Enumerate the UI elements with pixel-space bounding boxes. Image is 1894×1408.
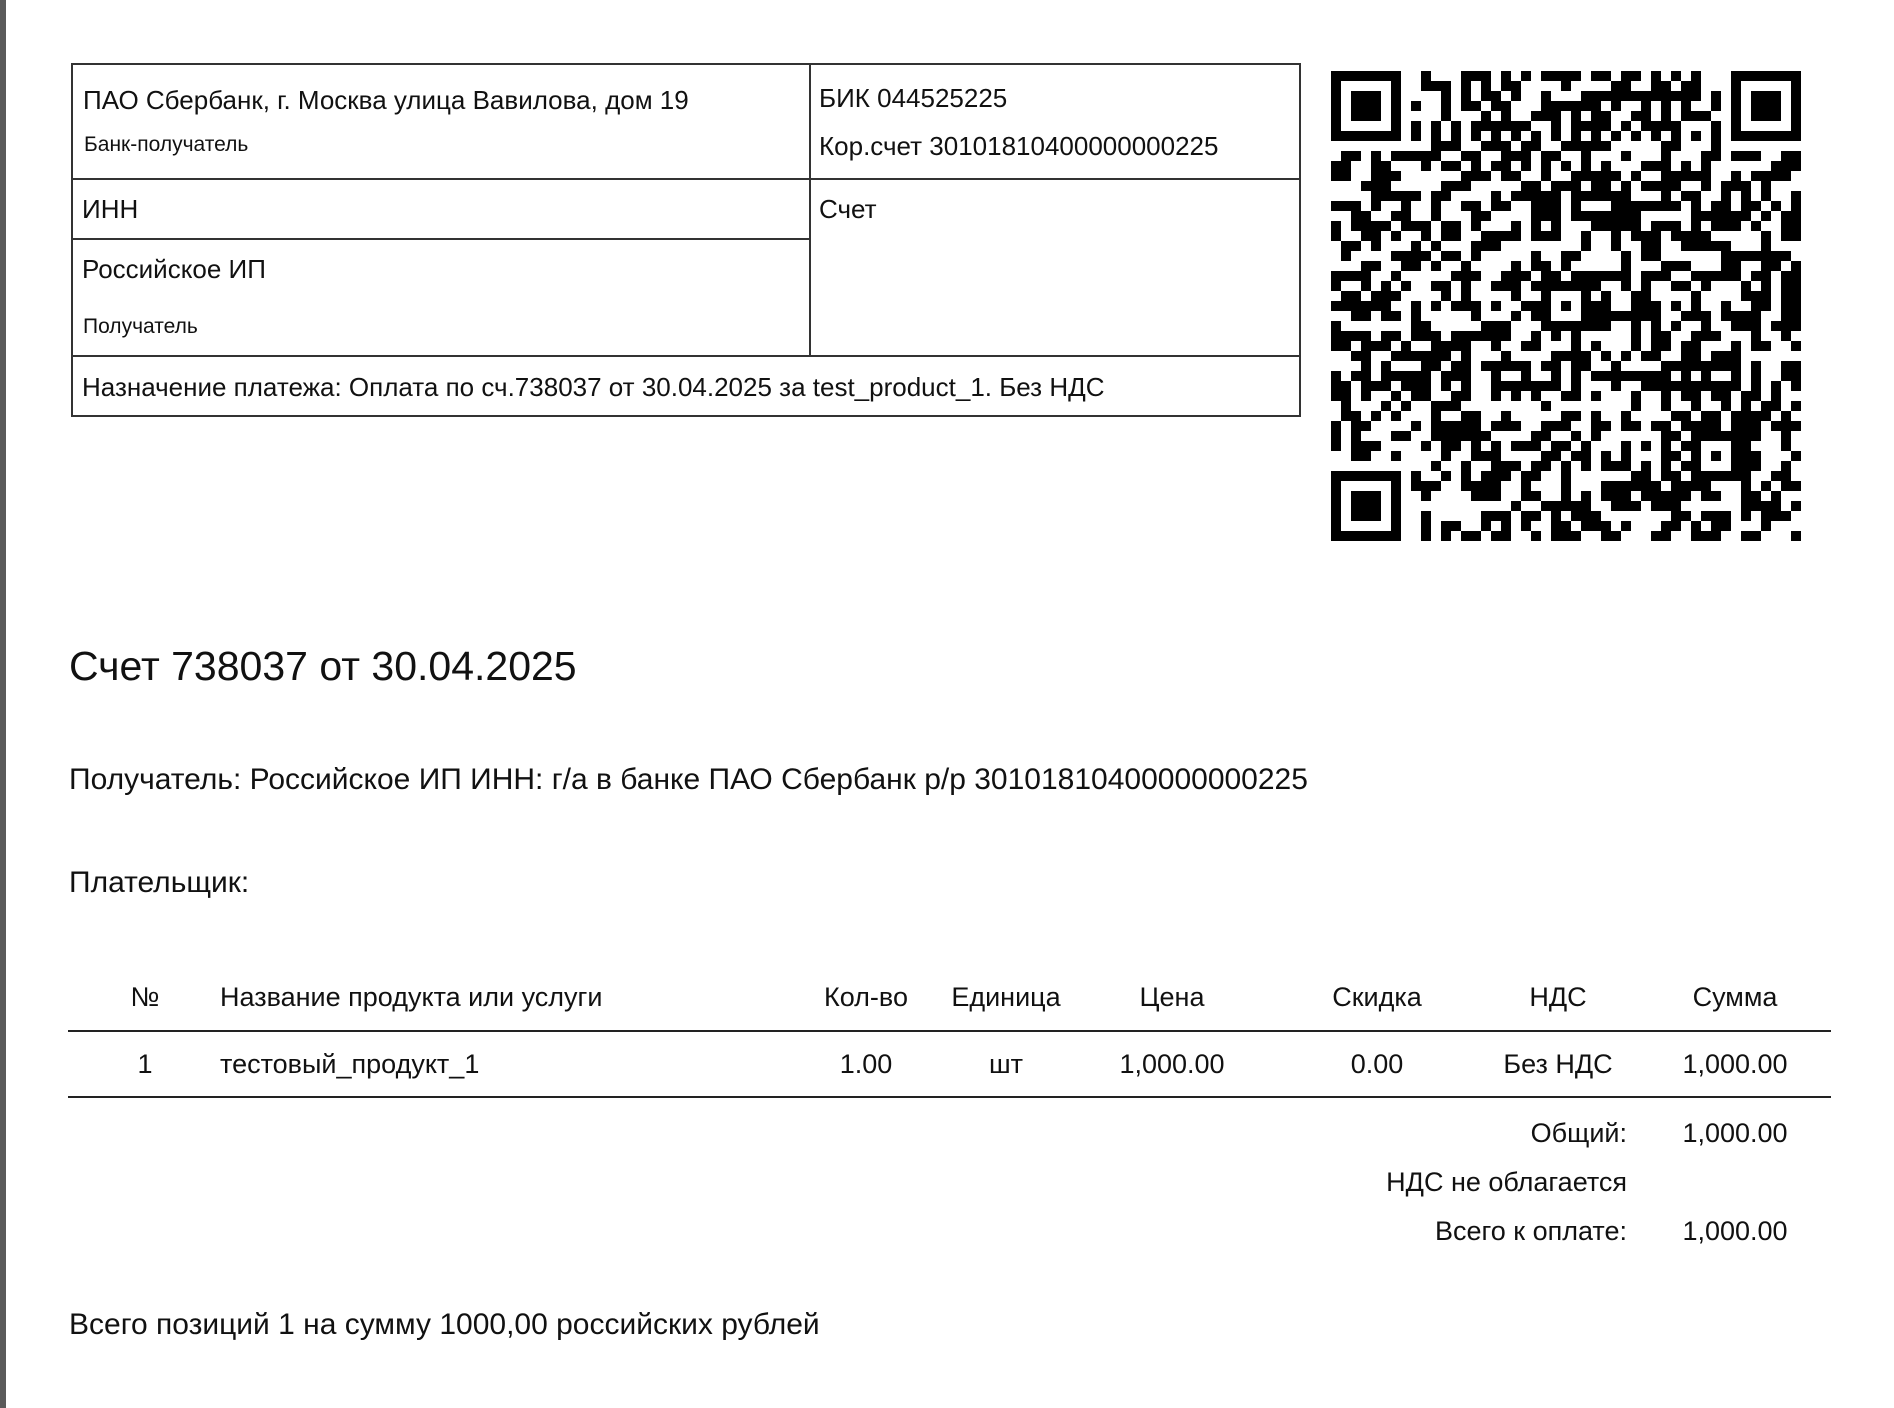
cell-vat: Без НДС <box>1503 1049 1613 1079</box>
total-value: 1,000.00 <box>1682 1216 1788 1246</box>
summary-line: Всего позиций 1 на сумму 1000,00 российских рублей <box>69 1308 820 1341</box>
bank-details-box <box>71 63 1301 417</box>
total-label: Всего к оплате: <box>1434 1216 1627 1246</box>
col-header-discount: Скидка <box>1332 982 1422 1012</box>
recipient-name: Российское ИП <box>82 254 266 284</box>
col-header-price: Цена <box>1139 982 1205 1012</box>
col-header-name: Название продукта или услуги <box>220 982 603 1012</box>
cell-number: 1 <box>137 1049 153 1079</box>
col-header-sum: Сумма <box>1692 982 1778 1012</box>
recipient-caption: Получатель <box>83 315 198 338</box>
cell-name: тестовый_продукт_1 <box>220 1049 480 1079</box>
inn: ИНН <box>82 194 139 224</box>
table-header-rule <box>68 1030 1831 1032</box>
invoice-title: Счет 738037 от 30.04.2025 <box>69 643 577 689</box>
cell-sum: 1,000.00 <box>1682 1049 1788 1079</box>
payer-line: Плательщик: <box>69 866 250 899</box>
corr-account: Кор.счет 30101810400000000225 <box>819 131 1219 161</box>
cell-discount: 0.00 <box>1350 1049 1404 1079</box>
cell-unit: шт <box>988 1049 1024 1079</box>
window-edge <box>0 0 6 1408</box>
divider <box>73 178 1299 180</box>
subtotal-label: Общий: <box>1530 1118 1627 1148</box>
col-header-number: № <box>130 982 160 1012</box>
vat-note: НДС не облагается <box>1386 1167 1627 1197</box>
recipient-line: Получатель: Российское ИП ИНН: г/а в банке ПАО Сбербанк р/р 30101810400000000225 <box>69 763 1308 796</box>
cell-price: 1,000.00 <box>1119 1049 1225 1079</box>
bank-name-caption: Банк-получатель <box>84 133 249 156</box>
cell-qty: 1.00 <box>839 1049 893 1079</box>
account-label: Счет <box>819 194 877 224</box>
qr-code-icon <box>1331 71 1801 541</box>
bik: БИК 044525225 <box>819 83 1008 113</box>
col-header-qty: Кол-во <box>824 982 908 1012</box>
subtotal-value: 1,000.00 <box>1682 1118 1788 1148</box>
payment-purpose: Назначение платежа: Оплата по сч.738037 от 30.04.2025 за test_product_1. Без НДС <box>82 372 1105 402</box>
divider <box>73 238 809 240</box>
col-header-vat: НДС <box>1529 982 1587 1012</box>
bank-name: ПАО Сбербанк, г. Москва улица Вавилова, дом 19 <box>83 85 689 115</box>
table-bottom-rule <box>68 1096 1831 1098</box>
divider <box>73 355 1299 357</box>
divider <box>809 65 811 357</box>
col-header-unit: Единица <box>951 982 1061 1012</box>
